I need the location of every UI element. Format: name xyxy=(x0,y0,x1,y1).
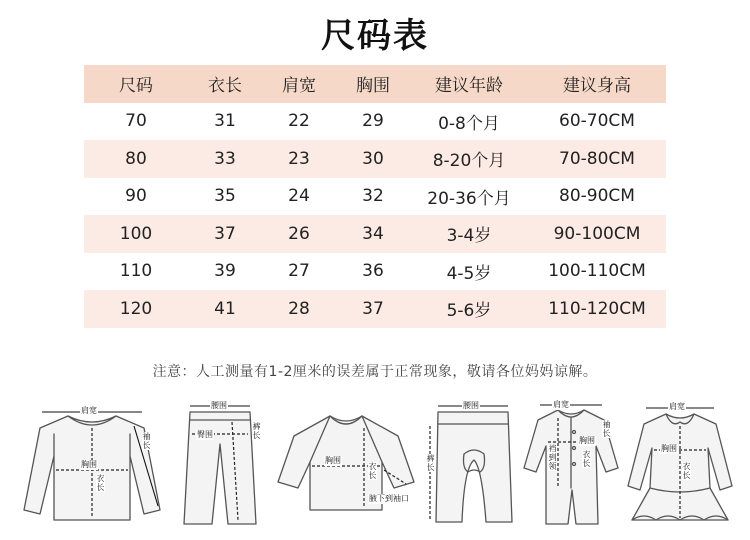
cell-size: 70 xyxy=(125,111,147,132)
label-sleeve: 袖长 xyxy=(602,420,611,438)
label-chest: 胸围 xyxy=(661,444,677,453)
pants-illustration xyxy=(172,398,268,530)
cell-shoulder: 28 xyxy=(288,298,310,319)
cell-height: 60-70CM xyxy=(559,111,635,132)
cell-height: 70-80CM xyxy=(559,148,635,169)
table-row xyxy=(84,215,666,253)
page-title: 尺码表 xyxy=(321,16,429,56)
header-size: 尺码 xyxy=(119,76,153,97)
table-row xyxy=(84,140,666,178)
cell-shoulder: 26 xyxy=(288,223,310,244)
cell-age: 3-4岁 xyxy=(446,226,492,247)
header-height: 建议身高 xyxy=(563,76,631,97)
cell-chest: 34 xyxy=(362,223,384,244)
romper-illustration xyxy=(522,398,620,530)
cell-size: 80 xyxy=(125,148,147,169)
table-row xyxy=(84,253,666,291)
label-length: 衣长 xyxy=(96,474,105,492)
size-chart-table xyxy=(84,65,666,328)
label-waist: 腰围 xyxy=(463,401,479,410)
cell-length: 41 xyxy=(214,298,236,319)
pants-diagram xyxy=(172,398,268,530)
cell-length: 33 xyxy=(214,148,236,169)
label-pants-length: 裤长 xyxy=(426,454,435,472)
wide-pants-diagram xyxy=(424,398,522,530)
cell-shoulder: 27 xyxy=(288,261,310,282)
label-crotch: 裆到领 xyxy=(548,444,557,471)
label-length: 衣长 xyxy=(368,462,377,480)
cell-chest: 37 xyxy=(362,298,384,319)
label-length: 衣长 xyxy=(682,462,691,480)
cell-age: 4-5岁 xyxy=(446,263,492,284)
header-chest: 胸围 xyxy=(356,76,390,97)
cell-size: 100 xyxy=(119,223,153,244)
cell-chest: 30 xyxy=(362,148,384,169)
label-waist: 腰围 xyxy=(211,401,227,410)
cell-height: 90-100CM xyxy=(553,223,641,244)
cell-shoulder: 22 xyxy=(288,111,310,132)
label-hip: 臀围 xyxy=(197,430,213,439)
cell-height: 80-90CM xyxy=(559,186,635,207)
raglan-diagram xyxy=(276,398,416,530)
label-chest: 胸围 xyxy=(579,436,595,445)
cell-chest: 36 xyxy=(362,261,384,282)
raglan-illustration xyxy=(276,398,416,530)
cell-height: 100-110CM xyxy=(548,261,646,282)
cell-age: 0-8个月 xyxy=(438,113,500,134)
table-header-row xyxy=(84,65,666,103)
cell-shoulder: 23 xyxy=(288,148,310,169)
cell-length: 39 xyxy=(214,261,236,282)
label-chest: 胸围 xyxy=(325,456,341,465)
cell-size: 120 xyxy=(119,298,153,319)
cell-length: 37 xyxy=(214,223,236,244)
cell-chest: 29 xyxy=(362,111,384,132)
cell-size: 110 xyxy=(119,261,153,282)
cell-length: 35 xyxy=(214,186,236,207)
label-shoulder: 肩宽 xyxy=(669,402,685,411)
table-row xyxy=(84,103,666,141)
label-shoulder: 肩宽 xyxy=(81,406,97,415)
dress-diagram xyxy=(624,398,736,530)
label-chest: 胸围 xyxy=(81,460,97,469)
tshirt-diagram xyxy=(22,398,162,530)
header-age: 建议年龄 xyxy=(435,76,503,97)
wide-pants-illustration xyxy=(424,398,522,530)
romper-diagram xyxy=(522,398,620,530)
cell-length: 31 xyxy=(214,111,236,132)
dress-illustration xyxy=(624,398,736,530)
cell-age: 5-6岁 xyxy=(446,301,492,322)
cell-age: 8-20个月 xyxy=(432,151,506,172)
cell-size: 90 xyxy=(125,186,147,207)
header-length: 衣长 xyxy=(208,76,242,97)
table-row xyxy=(84,290,666,328)
header-shoulder: 肩宽 xyxy=(282,76,316,97)
label-shoulder: 肩宽 xyxy=(553,400,569,409)
cell-height: 110-120CM xyxy=(548,298,646,319)
cell-shoulder: 24 xyxy=(288,186,310,207)
label-hem: 腋下到袖口 xyxy=(369,494,409,503)
table-row xyxy=(84,178,666,216)
label-length: 衣长 xyxy=(582,450,591,468)
cell-age: 20-36个月 xyxy=(427,188,511,209)
measurement-note: 注意：人工测量有1-2厘米的误差属于正常现象，敬请各位妈妈谅解。 xyxy=(152,364,598,380)
label-inseam: 裤长 xyxy=(252,422,261,440)
label-sleeve: 袖长 xyxy=(142,432,151,450)
cell-chest: 32 xyxy=(362,186,384,207)
